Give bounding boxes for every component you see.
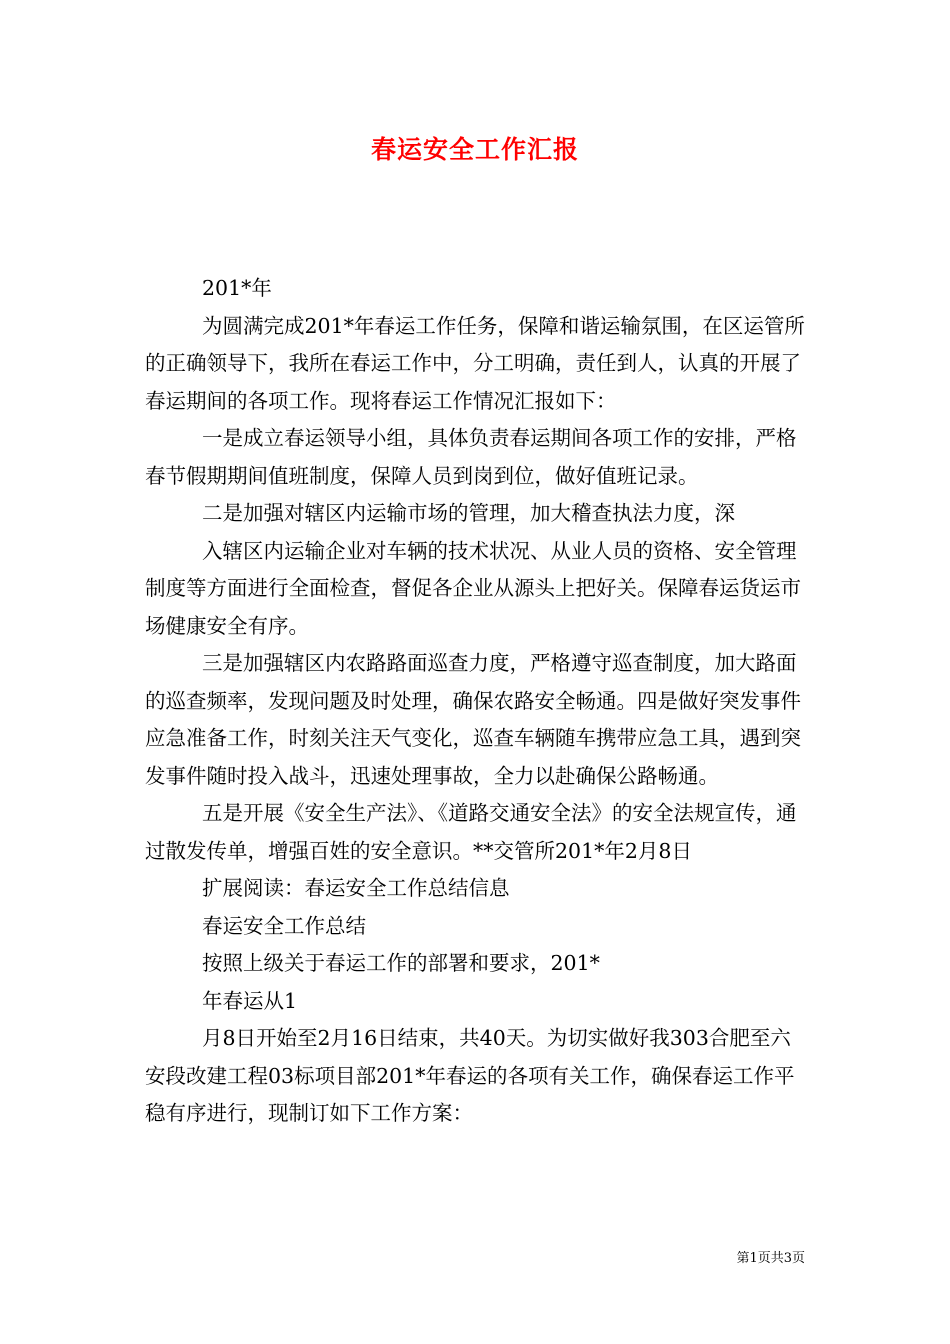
document-body xyxy=(145,270,805,1133)
paragraph-intro: 为圆满完成201*年春运工作任务，保障和谐运输氛围，在区运管所的正确领导下，我所在春运工作中，分工明确，责任到人，认真的开展了春运期间的各项工作。现将春运工作情况汇报如下： xyxy=(145,313,805,413)
paragraph-item-2-continued: 入辖区内运输企业对车辆的技术状况、从业人员的资格、安全管理制度等方面进行全面检查，督促各企业从源头上把好关。保障春运货运市场健康安全有序。 xyxy=(145,538,801,638)
summary-line-2: 年春运从1 xyxy=(202,988,298,1013)
document-year: 201*年 xyxy=(202,276,272,300)
paragraph-item-3-4: 三是加强辖区内农路路面巡查力度，严格遵守巡查制度，加大路面的巡查频率，发现问题及时处理，确保农路安全畅通。四是做好突发事件应急准备工作，时刻关注天气变化，巡查车辆随车携带应急工具，遇到突发事件随时投入战斗，迅速处理事故，全力以赴确保公路畅通。 xyxy=(145,651,801,788)
paragraph-item-1: 一是成立春运领导小组，具体负责春运期间各项工作的安排，严格春节假期期间值班制度，保障人员到岗到位，做好值班记录。 xyxy=(145,426,797,488)
summary-paragraph: 月8日开始至2月16日结束，共40天。为切实做好我303合肥至六安段改建工程03标项目部201*年春运的各项有关工作，确保春运工作平稳有序进行，现制订如下工作方案： xyxy=(145,1026,795,1125)
paragraph-item-5: 五是开展《安全生产法》、《道路交通安全法》的安全法规宣传，通过散发传单，增强百姓的安全意识。**交管所201*年2月8日 xyxy=(145,801,797,863)
paragraph-item-2: 二是加强对辖区内运输市场的管理，加大稽查执法力度，深 xyxy=(202,501,735,525)
document-title: 春运安全工作汇报 xyxy=(370,135,579,164)
page-number: 第1页共3页 xyxy=(736,1251,805,1266)
summary-line-1: 按照上级关于春运工作的部署和要求，201* xyxy=(202,951,600,975)
extended-reading-heading: 扩展阅读：春运安全工作总结信息 xyxy=(202,876,510,900)
summary-heading: 春运安全工作总结 xyxy=(202,913,366,938)
